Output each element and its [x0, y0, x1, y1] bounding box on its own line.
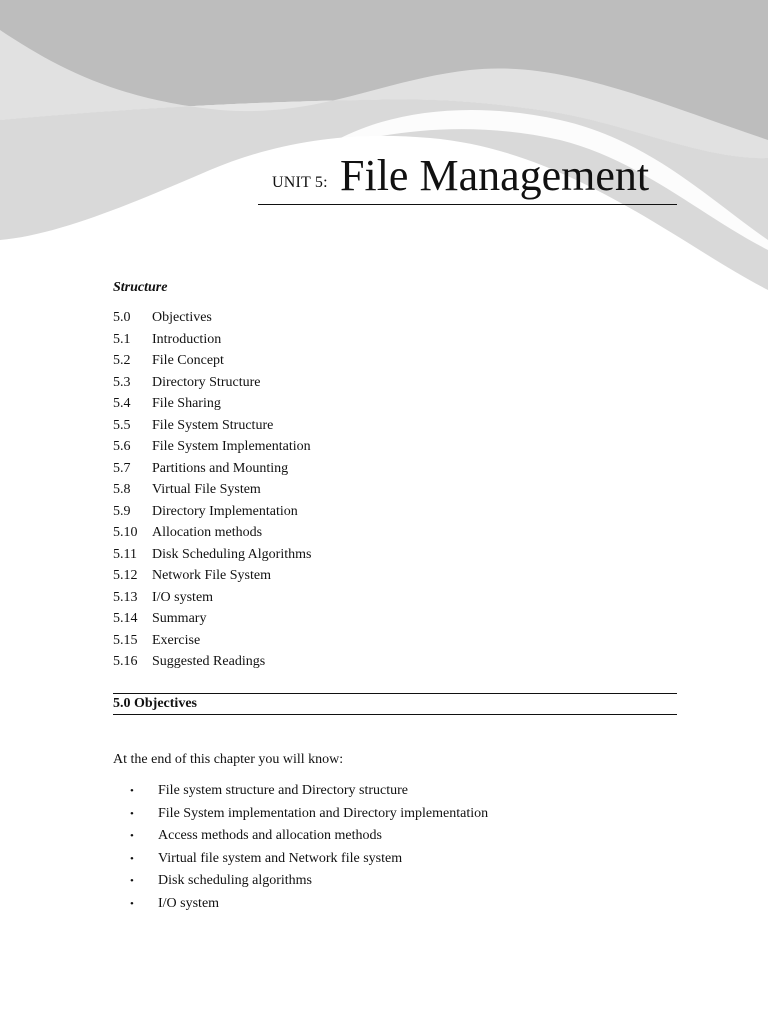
structure-item-number: 5.2 — [113, 353, 131, 368]
structure-item — [113, 350, 533, 372]
structure-item-label: File Concept — [152, 353, 224, 368]
structure-item — [113, 544, 533, 566]
objectives-section-header — [113, 693, 677, 715]
structure-item-number: 5.15 — [113, 632, 138, 648]
structure-item — [113, 651, 533, 673]
structure-item-label: Virtual File System — [152, 482, 261, 497]
structure-item-label: Directory Implementation — [152, 503, 298, 519]
objective-text: Virtual file system and Network file system — [158, 850, 403, 866]
structure-item-number: 5.8 — [113, 482, 131, 497]
structure-item-label: Summary — [152, 611, 207, 626]
structure-item-label: File System Implementation — [152, 439, 311, 454]
objective-text: File system structure and Directory structure — [158, 783, 408, 798]
structure-item — [113, 372, 533, 394]
structure-item — [113, 587, 533, 609]
objectives-intro: At the end of this chapter you will know: — [113, 752, 344, 767]
structure-item-number: 5.3 — [113, 374, 131, 390]
objective-text: File System implementation and Directory implementation — [158, 805, 489, 821]
structure-item — [113, 522, 533, 544]
structure-item-number: 5.16 — [113, 654, 138, 669]
unit-title-block — [258, 148, 677, 205]
structure-item-number: 5.13 — [113, 589, 138, 605]
objective-text: Disk scheduling algorithms — [158, 873, 312, 888]
bullet-icon: • — [130, 875, 134, 887]
structure-item — [113, 393, 533, 415]
structure-item-label: Allocation methods — [152, 525, 263, 540]
structure-item — [113, 501, 533, 523]
structure-list — [113, 307, 533, 673]
unit-label: UNIT 5: — [272, 174, 328, 191]
structure-item-label: Disk Scheduling Algorithms — [152, 546, 312, 562]
objective-item — [130, 825, 488, 848]
structure-item-number: 5.10 — [113, 525, 138, 540]
structure-item — [113, 436, 533, 458]
structure-item-number: 5.1 — [113, 331, 131, 347]
structure-item-label: Introduction — [152, 331, 222, 347]
objectives-list — [130, 780, 488, 915]
bullet-icon: • — [130, 807, 134, 820]
structure-item — [113, 458, 533, 480]
structure-item-number: 5.9 — [113, 503, 131, 519]
structure-item-number: 5.14 — [113, 611, 138, 626]
structure-item-number: 5.5 — [113, 417, 131, 433]
structure-item — [113, 565, 533, 587]
objectives-heading: 5.0 Objectives — [113, 696, 197, 711]
structure-item-number: 5.11 — [113, 546, 137, 562]
structure-item-number: 5.12 — [113, 568, 138, 583]
structure-item-number: 5.6 — [113, 439, 131, 454]
structure-item — [113, 630, 533, 652]
structure-item-number: 5.0 — [113, 310, 131, 325]
structure-item — [113, 479, 533, 501]
bullet-icon: • — [130, 785, 134, 797]
objective-item — [130, 848, 488, 871]
structure-item-label: Directory Structure — [152, 374, 261, 390]
structure-item-label: Exercise — [152, 632, 201, 648]
structure-item-label: File System Structure — [152, 417, 274, 433]
structure-item-label: I/O system — [152, 589, 214, 605]
objective-item — [130, 780, 488, 803]
structure-item-label: Objectives — [152, 310, 212, 325]
objective-item — [130, 803, 488, 826]
structure-item-label: Suggested Readings — [152, 654, 266, 669]
structure-item — [113, 329, 533, 351]
objective-text: I/O system — [158, 895, 220, 911]
bullet-icon: • — [130, 830, 134, 842]
structure-item-number: 5.4 — [113, 396, 131, 411]
structure-item — [113, 415, 533, 437]
structure-item-number: 5.7 — [113, 460, 131, 476]
structure-item-label: Network File System — [152, 568, 271, 583]
bullet-icon: • — [130, 852, 134, 865]
structure-item-label: Partitions and Mounting — [152, 460, 289, 476]
objective-item — [130, 870, 488, 893]
structure-item — [113, 307, 533, 329]
page-title: File Management — [340, 151, 650, 200]
objective-text: Access methods and allocation methods — [158, 828, 382, 843]
structure-heading: Structure — [113, 280, 168, 295]
bullet-icon: • — [130, 897, 134, 910]
structure-item-label: File Sharing — [152, 396, 221, 411]
structure-item — [113, 608, 533, 630]
objective-item — [130, 893, 488, 916]
